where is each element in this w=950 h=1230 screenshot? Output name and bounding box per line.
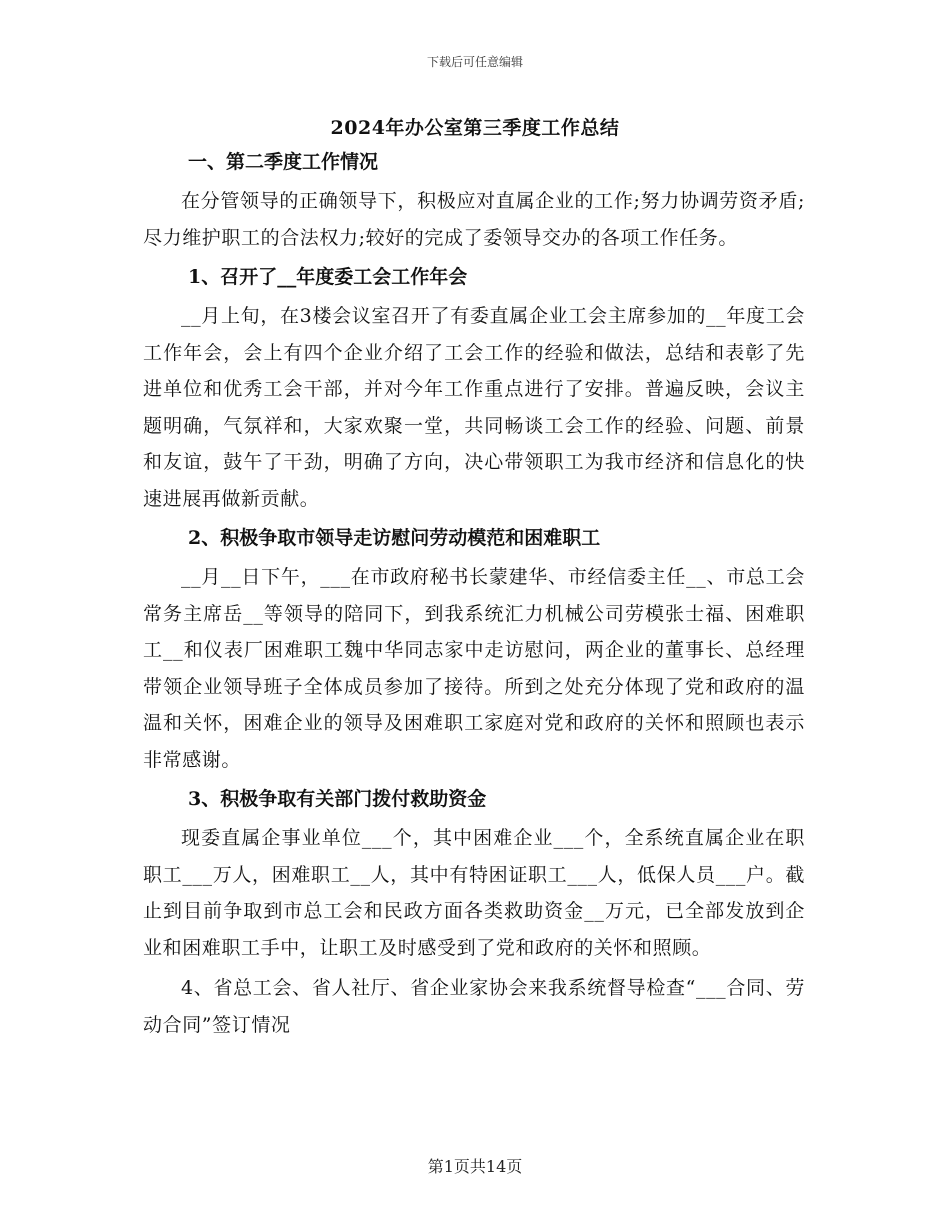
section1-heading: 一、第二季度工作情况: [188, 151, 379, 173]
page-header-note: 下载后可任意编辑: [426, 55, 523, 69]
item3-paragraph: 现委直属企事业单位___个，其中困难企业___个，全系统直属企业在职职工___万人，困难职工__人，其中有特困证职工___人，低保人员___户。截止到目前争取到市总工会和民政方面各类救助资金__万元，已全部发放到企业和困难职工手中，让职工及时感受到了党和政府的关怀和照顾。: [143, 827, 805, 959]
document-title: 2024年办公室第三季度工作总结: [330, 117, 620, 139]
item1-heading: 1、召开了__年度委工会工作年会: [188, 266, 468, 288]
section1-intro-paragraph: 在分管领导的正确领导下，积极应对直属企业的工作;努力协调劳资矛盾;尽力维护职工的合法权力;较好的完成了委领导交办的各项工作任务。: [143, 190, 805, 249]
item3-heading: 3、积极争取有关部门拨付救助资金: [188, 788, 487, 810]
item2-paragraph: __月__日下午，___在市政府秘书长蒙建华、市经信委主任__、市总工会常务主席岳__等领导的陪同下，到我系统汇力机械公司劳模张士福、困难职工__和仪表厂困难职工魏中华同志家中走访慰问，两企业的董事长、总经理带领企业领导班子全体成员参加了接待。所到之处充分体现了党和政府的温温和关怀，困难企业的领导及困难职工家庭对党和政府的关怀和照顾也表示非常感谢。: [143, 566, 805, 771]
item4-paragraph: 4、省总工会、省人社厅、省企业家协会来我系统督导检查“___合同、劳动合同”签订情况: [143, 977, 805, 1036]
item2-heading: 2、积极争取市领导走访慰问劳动模范和困难职工: [188, 527, 601, 549]
item1-paragraph: __月上旬，在3楼会议室召开了有委直属企业工会主席参加的__年度工会工作年会，会上有四个企业介绍了工会工作的经验和做法，总结和表彰了先进单位和优秀工会干部，并对今年工作重点进行了安排。普遍反映，会议主题明确，气氛祥和，大家欢聚一堂，共同畅谈工会工作的经验、问题、前景和友谊，鼓午了干劲，明确了方向，决心带领职工为我市经济和信息化的快速进展再做新贡献。: [143, 305, 805, 510]
document-body: [143, 145, 805, 1047]
page-number: 第1页共14页: [427, 1157, 523, 1176]
